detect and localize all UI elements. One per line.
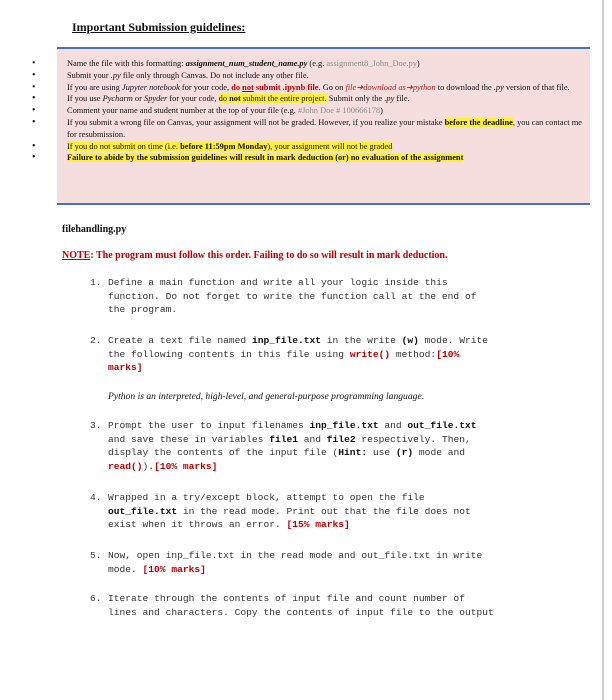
guideline-text: If you submit a wrong file on Canvas, your assignment will not be graded. However, if you realize your mistake (67, 117, 445, 127)
guideline-highlight: before 11:59pm Monday (180, 141, 268, 151)
guideline-ide: Pycharm (102, 94, 133, 104)
guideline-text: file. (394, 94, 410, 104)
guideline-text: If you are using (67, 82, 122, 92)
step-text: and (298, 433, 327, 445)
guideline-text: Name the file with this formatting: (67, 59, 186, 68)
guideline-warning: not (242, 82, 254, 92)
step-number: 5. (90, 550, 102, 561)
guideline-item (57, 70, 590, 82)
note-text: : The program must follow this order. Failing to do so will result in mark deduction. (90, 250, 448, 261)
step-text: Create a text file named (108, 335, 252, 346)
guideline-text: for your code, (179, 82, 232, 92)
step-number: 3. (90, 420, 102, 431)
arrow-right-icon: ➜ (405, 82, 413, 92)
guideline-item (57, 117, 590, 141)
step-text: Iterate through the contents of input file and count number of (108, 593, 465, 604)
guidelines-heading: Important Submission guidelines: (72, 20, 246, 34)
guideline-highlight: ), your assignment will not be graded (267, 141, 393, 151)
marks-badge: marks] (108, 362, 143, 373)
guideline-text: Submit only the (326, 94, 385, 104)
marks-badge: [10% marks] (142, 563, 206, 575)
code-method: read() (108, 460, 143, 472)
guideline-item (57, 82, 590, 94)
guideline-highlight: If you do not submit on time (i.e. (67, 141, 181, 151)
guideline-jupyter: Jupyter notebook (121, 82, 180, 92)
guideline-ext: .py (110, 70, 121, 80)
guideline-menu: download as (363, 82, 406, 92)
guideline-ide: Spyder (144, 94, 168, 104)
step-text: lines and characters. Copy the contents of input file to the output (108, 606, 494, 618)
guideline-highlight: Failure to abide by the submission guidelines will result in mark deduction (or) no evaluation of the assignment (67, 153, 464, 163)
guideline-text: for your code, (167, 94, 219, 104)
code-filename: inp_file.txt (251, 335, 322, 346)
step-number: 6. (90, 593, 102, 604)
step-5 (90, 549, 542, 576)
assignment-filename: filehandling.py (62, 224, 127, 235)
step-text: mode. (108, 563, 143, 575)
step-number: 2. (90, 335, 102, 346)
guideline-text: If you use (67, 94, 103, 104)
step-number: 4. (90, 492, 102, 503)
guideline-item (57, 141, 590, 153)
code-filename: out_file.txt (108, 505, 178, 517)
guideline-warning: submit .ipynb file (253, 82, 319, 92)
marks-badge: [10% marks] (154, 460, 218, 472)
code-variable: file1 (269, 433, 298, 445)
guideline-highlight: before the deadline (444, 117, 513, 127)
guideline-ext: .py (493, 82, 504, 92)
guideline-text: to download the (435, 82, 494, 92)
arrow-right-icon: ➜ (356, 82, 364, 92)
guideline-highlight: not (229, 94, 241, 104)
step-text: use (367, 447, 396, 458)
file-content-text: Python is an interpreted, high-level, and general-purpose programming language. (108, 391, 425, 402)
guideline-item (57, 105, 590, 117)
guideline-item (57, 93, 590, 105)
guideline-example: assignment8_John_Doe.py (326, 59, 417, 68)
guideline-item (57, 58, 590, 70)
step-text: mode and (413, 447, 465, 458)
step-text: and (378, 420, 408, 431)
code-filename: inp_file.txt (309, 420, 379, 431)
step-text: method: (390, 348, 437, 360)
step-text: exist when it throws an error. (108, 519, 287, 530)
step-text: in the read mode. Print out that the file does not (177, 505, 471, 517)
step-text: the following contents in this file using (108, 348, 350, 360)
guideline-text: ) (416, 59, 420, 68)
guideline-highlight: do (218, 94, 230, 104)
guideline-item (57, 152, 590, 164)
step-text: the program. (108, 304, 178, 315)
guidelines-list (57, 58, 590, 164)
step-1 (90, 276, 542, 317)
hint-label: Hint: (338, 447, 368, 458)
guideline-text: file only through Canvas. Do not include any other file. (120, 70, 309, 80)
guideline-text: Submit your (67, 70, 111, 80)
note-label: NOTE (62, 250, 91, 261)
guideline-menu: python (412, 82, 436, 92)
step-6 (90, 592, 542, 619)
guideline-text: Comment your name and student number at the top of your file (e.g. (67, 106, 298, 116)
step-text: mode. Write (418, 335, 489, 346)
guidelines-box (57, 47, 590, 205)
code-mode: (r) (395, 447, 414, 458)
step-text: display the contents of the input file ( (108, 447, 339, 458)
guideline-highlight: submit the entire project. (240, 94, 327, 104)
step-text: Prompt the user to input filenames (108, 420, 310, 431)
step-text: Wrapped in a try/except block, attempt to open the file (108, 492, 425, 503)
code-mode: (w) (401, 335, 419, 346)
step-text: Define a main function and write all your logic inside this (108, 277, 448, 288)
guideline-warning: do (231, 82, 243, 92)
code-filename: out_file.txt (407, 420, 477, 431)
guideline-text: or (132, 94, 144, 104)
step-text: respectively. Then, (355, 433, 471, 445)
step-4 (90, 491, 542, 532)
marks-badge: [15% marks] (286, 519, 350, 530)
step-number: 1. (90, 277, 102, 288)
marks-badge: [10% (436, 348, 460, 360)
guideline-text: , you can contact me for resubmission. (67, 117, 582, 139)
guideline-menu: file (345, 82, 357, 92)
code-method: write() (349, 348, 391, 360)
step-text: function. Do not forget to write the function call at the end of (108, 290, 477, 302)
guideline-filename-format: assignment_num_student_name.py (185, 59, 308, 68)
guideline-text: (e.g. (307, 59, 327, 68)
order-note (62, 250, 448, 261)
guideline-text: ) (380, 106, 383, 116)
guideline-example: #John Doe # 100666178 (297, 106, 381, 116)
guideline-ext: .py (384, 94, 395, 104)
step-text: in the write (321, 335, 402, 346)
step-text: Now, open inp_file.txt in the read mode and out_file.txt in write (108, 550, 483, 561)
step-text: and save these in variables (108, 433, 270, 445)
guideline-text: version of that file. (503, 82, 570, 92)
code-variable: file2 (326, 433, 356, 445)
guideline-text: . Go on (318, 82, 346, 92)
step-text: ). (142, 460, 155, 472)
step-2 (90, 334, 542, 375)
step-3 (90, 419, 542, 473)
